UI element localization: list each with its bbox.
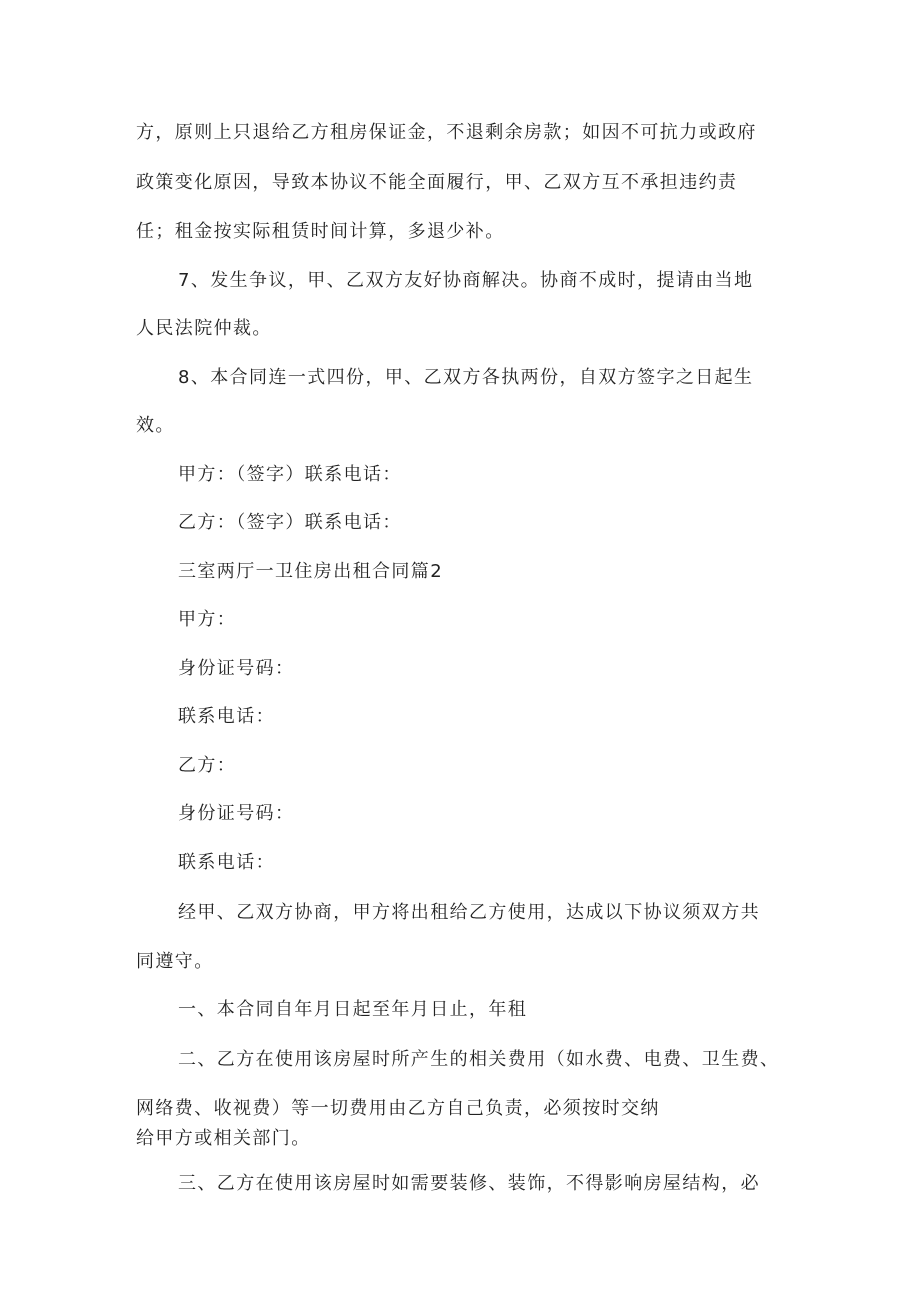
party-b-label: 乙方： [178,755,237,776]
clause-7: 7、发生争议，甲、乙双方友好协商解决。协商不成时，提请由当地 [178,270,754,291]
clause-8: 8、本合同连一式四份，甲、乙双方各执两份，自双方签字之日起生 [178,367,754,388]
text-line: 方，原则上只退给乙方租房保证金，不退剩余房款；如因不可抗力或政府 [136,122,757,143]
text-line: 网络费、收视费）等一切费用由乙方自己负责，必须按时交纳 [136,1098,660,1119]
text-line: 人民法院仲裁。 [136,318,272,339]
party-a-signature-line: 甲方：（签字）联系电话： [178,464,402,485]
clause-1: 一、本合同自年月日起至年月日止，年租 [178,999,528,1020]
party-a-phone-label: 联系电话： [178,706,275,727]
preamble: 经甲、乙双方协商，甲方将出租给乙方使用，达成以下协议须双方共 [178,902,760,923]
text-line: 政策变化原因，导致本协议不能全面履行，甲、乙双方互不承担违约责 [136,172,738,193]
party-a-label: 甲方： [178,609,237,630]
text-line: 同遵守。 [136,951,214,972]
party-b-signature-line: 乙方：（签字）联系电话： [178,512,402,533]
party-b-id-label: 身份证号码： [178,803,295,824]
party-b-phone-label: 联系电话： [178,852,275,873]
text-line: 效。 [136,415,175,436]
party-a-id-label: 身份证号码： [178,658,295,679]
text-line: 给甲方或相关部门。 [136,1128,311,1149]
clause-3: 三、乙方在使用该房屋时如需要装修、装饰，不得影响房屋结构，必 [178,1173,760,1194]
section-title: 三室两厅一卫住房出租合同篇2 [178,561,444,582]
clause-2: 二、乙方在使用该房屋时所产生的相关费用（如水费、电费、卫生费、 [178,1049,780,1070]
text-line: 任；租金按实际租赁时间计算，多退少补。 [136,221,505,242]
